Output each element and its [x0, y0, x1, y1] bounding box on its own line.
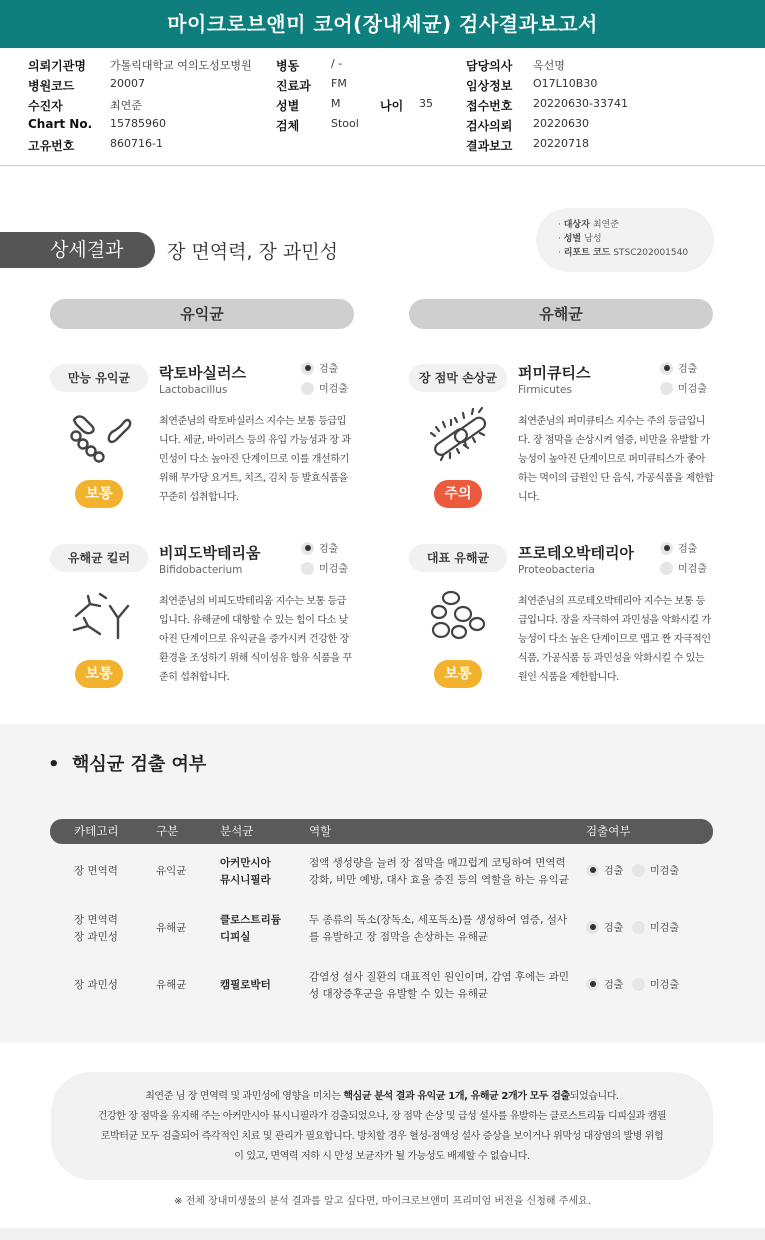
institution-value: 가톨릭대학교 여의도성모병원: [110, 59, 252, 72]
bacteria-description: 최연준님의 비피도박테리움 지수는 보통 등급입니다. 유해균에 대항할 수 있는 힘이 다소 낮아진 단계이므로 유익균을 증가시켜 건강한 장 환경을 조성하기 위해 식이섬유 함유 식품을 꾸준히 섭취합니다.: [159, 596, 352, 683]
core-title-text: 핵심균 검출 여부: [72, 754, 207, 775]
cell-role: 점액 생성량을 늘려 장 점막을 매끄럽게 코팅하여 면역력 강화, 비만 예방, 대사 효율 증진 등의 역할을 하는 유익균: [309, 857, 569, 886]
cell-type: 유해균: [156, 922, 187, 934]
not-detected-radio[interactable]: [632, 977, 679, 994]
category-pill: 만능 유익균: [50, 364, 148, 392]
radio-empty-icon: [301, 382, 314, 395]
dept-label: 진료과: [276, 79, 311, 93]
radio-label: 미검출: [678, 384, 707, 395]
patient-value: 최연준: [110, 99, 142, 112]
info-row-5: [28, 135, 738, 155]
premium-footnote: ※ 전체 장내미생물의 분석 결과를 알고 싶다면, 마이크로브앤미 프리미엄 버전을 신청해 주세요.: [174, 1196, 591, 1207]
category-pill: 대표 유해균: [409, 544, 507, 572]
info-row-4: [28, 115, 738, 135]
detail-subtitle: 장 면역력, 장 과민성: [167, 241, 338, 263]
bacteria-name-en: Firmicutes: [518, 384, 572, 396]
not-detected-radio[interactable]: [660, 562, 707, 578]
detected-radio[interactable]: [660, 362, 697, 378]
radio-selected-icon: [660, 362, 673, 375]
bacteria-description: 최연준님의 퍼미큐티스 지수는 주의 등급입니다. 장 점막을 손상시켜 염증, 비만을 유발할 가능성이 높아진 단계이므로 퍼미큐티스가 좋아하는 먹이의 급원인 단 음식, 가공식품을 제한합니다.: [518, 416, 714, 503]
meta-sex-value: 남성: [584, 234, 602, 244]
specimen-label: 검체: [276, 119, 300, 133]
cell-category: 장 면역력: [74, 914, 118, 926]
info-row-2: [28, 75, 738, 95]
request-label: 검사의뢰: [466, 119, 513, 133]
cell-category: 장 과민성: [74, 931, 118, 943]
detected-radio[interactable]: [301, 542, 338, 558]
level-badge: 보통: [75, 480, 123, 508]
radio-empty-icon: [632, 864, 645, 877]
radio-label: 미검출: [678, 564, 707, 575]
radio-empty-icon: [632, 921, 645, 934]
meta-report-code-label: 리포트 코드: [563, 248, 611, 258]
bacteria-name-en: Bifidobacterium: [159, 564, 243, 576]
meta-subject-value: 최연준: [592, 220, 619, 230]
bacteria-name-en: Proteobacteria: [518, 564, 595, 576]
card-firmicutes: [409, 362, 739, 537]
table-row: [50, 857, 713, 907]
summary-line-2: 건강한 장 점막을 유지해 주는 아커만시아 뮤시니필라가 검출되었으나, 장 점막 손상 및 급성 설사를 유발하는 클로스트리듐 디피실과 캠필: [97, 1111, 667, 1122]
core-section-title: • 핵심균 검출 여부: [48, 754, 207, 775]
col-name: 분석균: [220, 824, 254, 838]
summary-line-4: 이 있고, 면역력 저하 시 만성 보균자가 될 가능성도 배제할 수 없습니다.: [234, 1151, 530, 1162]
cell-name: 클로스트리듐: [220, 914, 281, 926]
receipt-label: 접수번호: [466, 99, 513, 113]
patient-info-sheet: [0, 48, 765, 166]
lactobacillus-chain-icon: [70, 406, 132, 468]
card-proteobacteria: [409, 542, 739, 717]
sex-value: M: [331, 97, 341, 110]
table-row: [50, 971, 713, 1021]
bacteria-description: 최연준님의 락토바실러스 지수는 보통 등급입니다. 세균, 바이러스 등의 유입 가능성과 장 과민성이 다소 높아진 단계이므로 이를 개선하기 위해 무가당 요거트, 치즈, 김치 등 발효식품을 꾸준히 섭취합니다.: [159, 416, 351, 503]
detected-radio[interactable]: [586, 920, 623, 937]
detected-radio[interactable]: [586, 863, 623, 880]
cell-name: 디피실: [220, 931, 251, 943]
core-bacteria-section: [0, 724, 765, 1042]
radio-label: 미검출: [650, 923, 679, 934]
radio-label: 검출: [604, 866, 624, 877]
summary-line-1: [51, 1087, 713, 1107]
summary-line-3: 로박터균 모두 검출되어 즉각적인 치료 및 관리가 필요합니다. 방치할 경우 혈성-점액성 설사 증상을 보이거나 위막성 대장염의 발병 위험: [100, 1131, 664, 1142]
not-detected-radio[interactable]: [301, 382, 348, 398]
cell-category: 장 과민성: [74, 979, 118, 991]
radio-selected-icon: [586, 978, 599, 991]
col-detect: 검출여부: [586, 824, 631, 838]
firmicutes-rod-icon: [429, 406, 491, 468]
radio-selected-icon: [586, 921, 599, 934]
doctor-label: 담당의사: [466, 59, 513, 73]
summary-text: 되었습니다.: [569, 1091, 619, 1102]
bottom-divider: [0, 1228, 765, 1240]
patient-label: 수진자: [28, 99, 63, 113]
detected-radio[interactable]: [586, 977, 623, 994]
radio-label: 검출: [678, 364, 698, 375]
cell-category: 장 면역력: [74, 865, 118, 877]
harmful-header: 유해균: [409, 299, 713, 329]
unique-value: 860716-1: [110, 137, 163, 150]
ward-label: 병동: [276, 59, 300, 73]
doctor-value: 옥선명: [533, 59, 565, 72]
report-date-label: 결과보고: [466, 139, 513, 153]
radio-selected-icon: [660, 542, 673, 555]
summary-bubble: [51, 1072, 713, 1180]
radio-empty-icon: [660, 562, 673, 575]
radio-selected-icon: [586, 864, 599, 877]
col-category: 카테고리: [74, 824, 119, 838]
report-date-value: 20220718: [533, 137, 589, 150]
meta-sex: · 성별 남성: [558, 234, 602, 244]
dept-value: FM: [331, 77, 347, 90]
radio-label: 미검출: [319, 564, 348, 575]
radio-label: 검출: [604, 923, 624, 934]
clinical-label: 임상정보: [466, 79, 513, 93]
sex-label: 성별: [276, 99, 300, 113]
institution-label: 의뢰기관명: [28, 59, 86, 73]
beneficial-header: 유익균: [50, 299, 354, 329]
level-badge: 보통: [75, 660, 123, 688]
col-role: 역할: [309, 824, 332, 838]
not-detected-radio[interactable]: [632, 863, 679, 880]
bacteria-name-ko: 퍼미큐티스: [518, 364, 591, 382]
receipt-value: 20220630-33741: [533, 97, 628, 110]
chart-label: Chart No.: [28, 117, 93, 131]
card-bifidobacterium: [50, 542, 380, 717]
cell-name: 캠필로박터: [220, 979, 271, 991]
bacteria-name-ko: 락토바실러스: [159, 364, 246, 382]
code-value: 20007: [110, 77, 145, 90]
report-title: 마이크로브앤미 코어(장내세균) 검사결과보고서: [0, 0, 765, 48]
not-detected-radio[interactable]: [301, 562, 348, 578]
meta-subject: · 대상자 최연준: [558, 220, 619, 230]
radio-label: 미검출: [650, 866, 679, 877]
bacteria-name-ko: 비피도박테리움: [159, 544, 261, 562]
cell-type: 유해균: [156, 979, 187, 991]
not-detected-radio[interactable]: [632, 920, 679, 937]
code-label: 병원코드: [28, 79, 75, 93]
meta-subject-label: 대상자: [563, 220, 590, 230]
detected-radio[interactable]: [301, 362, 338, 378]
radio-label: 검출: [319, 364, 339, 375]
meta-report-code: · 리포트 코드 STSC202001540: [558, 248, 689, 258]
cell-role: 감염성 설사 질환의 대표적인 원인이며, 감염 후에는 과민성 대장증후군을 유발할 수 있는 유해균: [309, 971, 569, 1000]
chart-value: 15785960: [110, 117, 166, 130]
radio-empty-icon: [301, 562, 314, 575]
cell-name: 뮤시니필라: [220, 874, 271, 886]
age-value: 35: [419, 97, 433, 110]
table-row: [50, 914, 713, 964]
meta-sex-label: 성별: [563, 234, 582, 244]
detected-radio[interactable]: [660, 542, 697, 558]
summary-highlight: 핵심균 분석 결과 유익균 1개, 유해균 2개가 모두 검출: [343, 1091, 570, 1102]
cell-type: 유익균: [156, 865, 187, 877]
radio-label: 검출: [604, 980, 624, 991]
ward-value: / -: [331, 57, 343, 70]
radio-label: 검출: [678, 544, 698, 555]
radio-label: 검출: [319, 544, 339, 555]
age-label: 나이: [380, 99, 404, 113]
summary-text: 최연준 님 장 면역력 및 과민성에 영향을 미치는: [145, 1091, 344, 1102]
level-badge: 보통: [434, 660, 482, 688]
card-lactobacillus: [50, 362, 380, 537]
category-pill: 유해균 킬러: [50, 544, 148, 572]
cell-name: 아커만시아: [220, 857, 271, 869]
proteobacteria-cluster-icon: [429, 586, 491, 648]
cell-role: 두 종류의 독소(장독소, 세포독소)를 생성하여 염증, 설사를 유발하고 장 점막을 손상하는 유해균: [309, 914, 568, 943]
subject-meta-bubble: [536, 208, 714, 272]
specimen-value: Stool: [331, 117, 359, 130]
info-row-1: [28, 55, 738, 75]
radio-selected-icon: [301, 542, 314, 555]
level-badge: 주의: [434, 480, 482, 508]
bifidobacterium-branch-icon: [70, 586, 132, 648]
info-row-3: [28, 95, 738, 115]
radio-label: 미검출: [319, 384, 348, 395]
bacteria-name-en: Lactobacillus: [159, 384, 228, 396]
clinical-value: O17L10B30: [533, 77, 598, 90]
results-page: [0, 166, 765, 1240]
meta-report-code-value: STSC202001540: [613, 248, 689, 258]
bacteria-description: 최연준님의 프로테오박테리아 지수는 보통 등급입니다. 장을 자극하여 과민성을 악화시킬 가능성이 다소 높은 단계이므로 맵고 짠 자극적인 식품, 가공식품 등 과민성을 악화시킬 수 있는 원인 식품을 제한합니다.: [518, 596, 711, 683]
radio-label: 미검출: [650, 980, 679, 991]
not-detected-radio[interactable]: [660, 382, 707, 398]
category-pill: 장 점막 손상균: [409, 364, 507, 392]
col-type: 구분: [156, 824, 179, 838]
request-value: 20220630: [533, 117, 589, 130]
radio-selected-icon: [301, 362, 314, 375]
radio-empty-icon: [660, 382, 673, 395]
detail-tab: 상세결과: [0, 232, 155, 268]
bacteria-name-ko: 프로테오박테리아: [518, 544, 634, 562]
unique-label: 고유번호: [28, 139, 75, 153]
table-header: [50, 819, 713, 844]
radio-empty-icon: [632, 978, 645, 991]
